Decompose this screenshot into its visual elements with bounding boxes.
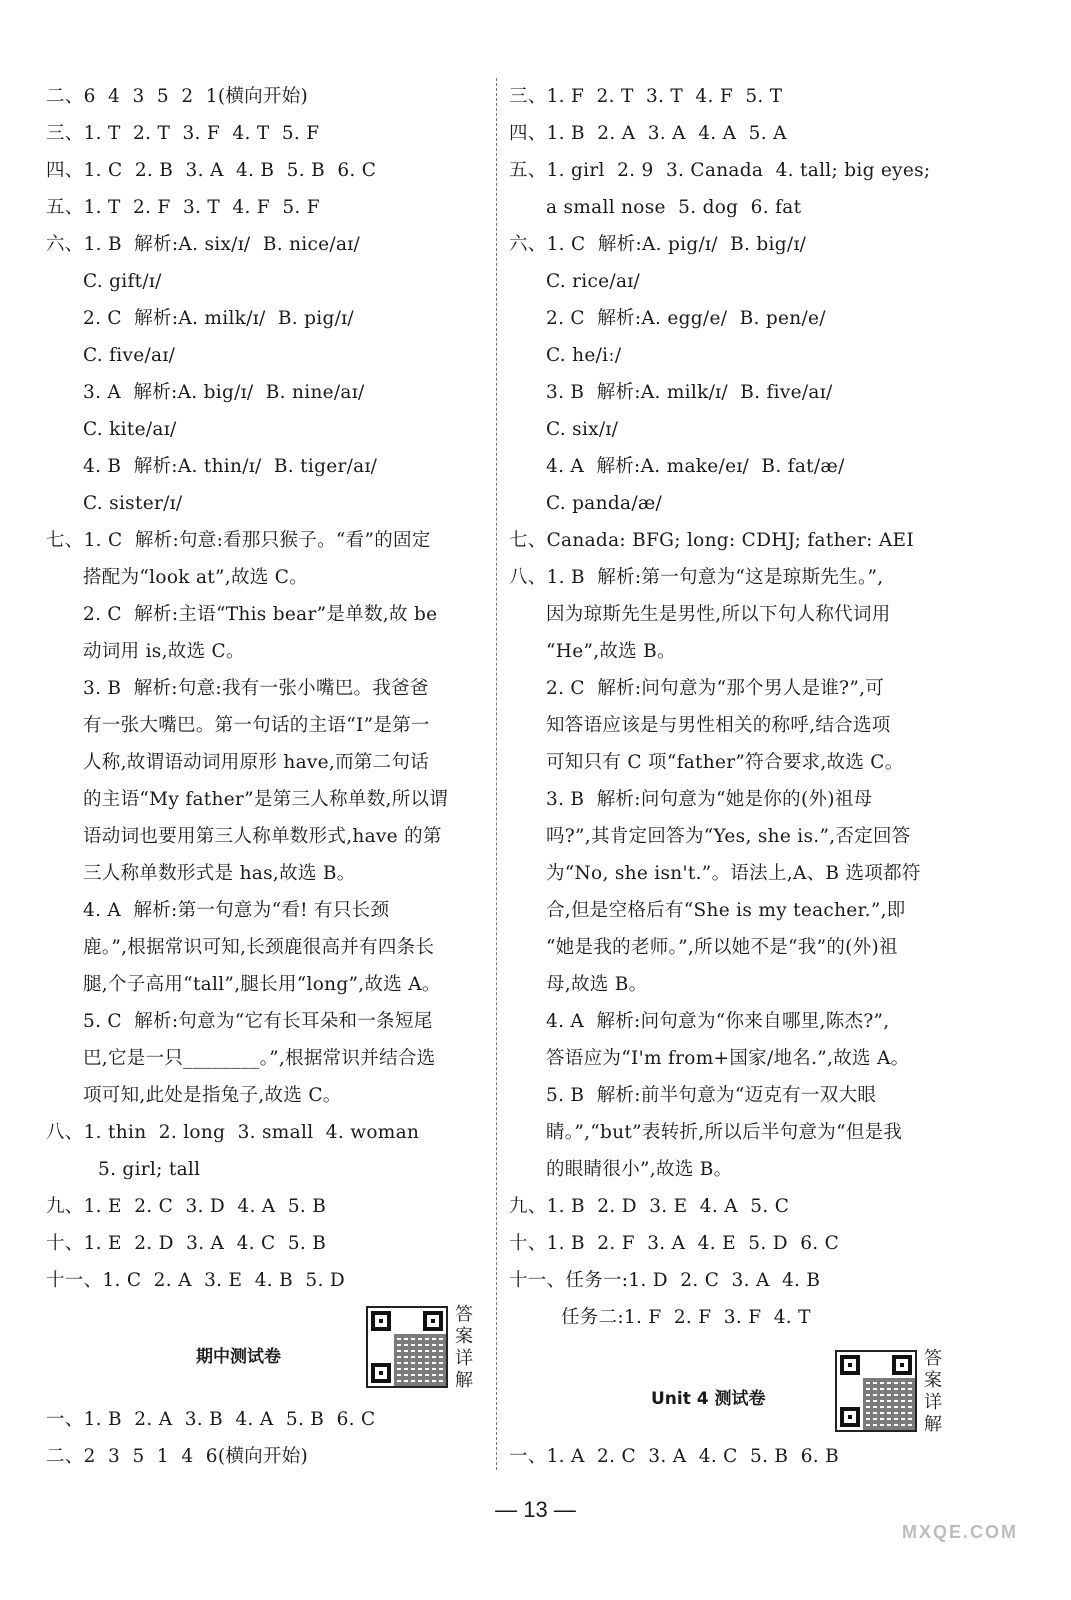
answer-line: 动词用 is,故选 C。 xyxy=(83,641,245,662)
section-title-midterm: 期中测试卷 xyxy=(196,1347,281,1367)
answer-line: 六、1. C 解析:A. pig/ɪ/ B. big/ɪ/ xyxy=(509,234,807,255)
answer-line: 十、1. E 2. D 3. A 4. C 5. B xyxy=(46,1233,327,1254)
answer-line: 3. B 解析:问句意为“她是你的(外)祖母 xyxy=(546,789,873,810)
answer-line: 十、1. B 2. F 3. A 4. E 5. D 6. C xyxy=(509,1233,840,1254)
answer-line: 鹿。”,根据常识可知,长颈鹿很高并有四条长 xyxy=(83,937,435,958)
answer-line: 4. A 解析:第一句意为“看! 有只长颈 xyxy=(83,900,390,921)
answer-line: C. five/aɪ/ xyxy=(83,345,176,366)
answer-line: 的眼睛很小”,故选 B。 xyxy=(546,1159,733,1180)
answer-line: a small nose 5. dog 6. fat xyxy=(546,197,802,218)
answer-line: 知答语应该是与男性相关的称呼,结合选项 xyxy=(546,715,891,736)
qr-label: 答 案 详 解 xyxy=(924,1348,942,1435)
answer-line: 3. B 解析:句意:我有一张小嘴巴。我爸爸 xyxy=(83,678,429,699)
answer-line: 七、1. C 解析:句意:看那只猴子。“看”的固定 xyxy=(46,530,431,551)
answer-line: C. kite/aɪ/ xyxy=(83,419,177,440)
answer-line: 十一、任务一:1. D 2. C 3. A 4. B xyxy=(509,1270,821,1291)
answer-line: 语动词也要用第三人称单数形式,have 的第 xyxy=(83,826,442,847)
answer-line: 5. C 解析:句意为“它有长耳朵和一条短尾 xyxy=(83,1011,433,1032)
answer-line: 三、1. F 2. T 3. T 4. F 5. T xyxy=(509,86,783,107)
answer-line: 一、1. A 2. C 3. A 4. C 5. B 6. B xyxy=(509,1446,840,1467)
answer-line: 3. B 解析:A. milk/ɪ/ B. five/aɪ/ xyxy=(546,382,833,403)
answer-line: 答语应为“I'm from+国家/地名.”,故选 A。 xyxy=(546,1048,910,1069)
answer-line: 十一、1. C 2. A 3. E 4. B 5. D xyxy=(46,1270,345,1291)
answer-line: C. panda/æ/ xyxy=(546,493,663,514)
answer-line: C. he/iː/ xyxy=(546,345,622,366)
answer-line: 腿,个子高用“tall”,腿长用“long”,故选 A。 xyxy=(83,974,441,995)
answer-line: 4. A 解析:A. make/eɪ/ B. fat/æ/ xyxy=(546,456,845,477)
answer-line: 可知只有 C 项“father”符合要求,故选 C。 xyxy=(546,752,904,773)
answer-line: 五、1. T 2. F 3. T 4. F 5. F xyxy=(46,197,320,218)
answer-line: 四、1. B 2. A 3. A 4. A 5. A xyxy=(509,123,787,144)
answer-line: 人称,故谓语动词用原形 have,而第二句话 xyxy=(83,752,430,773)
answer-line: 八、1. B 解析:第一句意为“这是琼斯先生。”, xyxy=(509,567,884,588)
column-divider xyxy=(496,78,497,1470)
answer-line: 2. C 解析:问句意为“那个男人是谁?”,可 xyxy=(546,678,885,699)
page-number: — 13 — xyxy=(495,1497,576,1522)
section-title-unit4: Unit 4 测试卷 xyxy=(651,1389,766,1409)
watermark: MXQE.COM xyxy=(902,1522,1019,1542)
qr-label: 答 案 详 解 xyxy=(455,1304,473,1391)
answer-line: 四、1. C 2. B 3. A 4. B 5. B 6. C xyxy=(46,160,377,181)
qr-code-icon[interactable] xyxy=(835,1350,917,1432)
answer-line: 六、1. B 解析:A. six/ɪ/ B. nice/aɪ/ xyxy=(46,234,361,255)
answer-line: C. gift/ɪ/ xyxy=(83,271,162,292)
answer-line: 母,故选 B。 xyxy=(546,974,648,995)
answer-line: 的主语“My father”是第三人称单数,所以谓 xyxy=(83,789,449,810)
answer-line: 合,但是空格后有“She is my teacher.”,即 xyxy=(546,900,906,921)
answer-line: 五、1. girl 2. 9 3. Canada 4. tall; big eyes; xyxy=(509,160,931,181)
answer-line: 因为琼斯先生是男性,所以下句人称代词用 xyxy=(546,604,891,625)
answer-line: 搭配为“look at”,故选 C。 xyxy=(83,567,308,588)
answer-line: 一、1. B 2. A 3. B 4. A 5. B 6. C xyxy=(46,1409,376,1430)
answer-line: 2. C 解析:A. milk/ɪ/ B. pig/ɪ/ xyxy=(83,308,354,329)
answer-line: 4. A 解析:问句意为“你来自哪里,陈杰?”, xyxy=(546,1011,890,1032)
answer-line: 三、1. T 2. T 3. F 4. T 5. F xyxy=(46,123,320,144)
answer-line: 二、2 3 5 1 4 6(横向开始) xyxy=(46,1446,309,1467)
answer-line: 任务二:1. F 2. F 3. F 4. T xyxy=(561,1307,811,1328)
answer-line: 九、1. E 2. C 3. D 4. A 5. B xyxy=(46,1196,327,1217)
answer-line: 为“No, she isn't.”。语法上,A、B 选项都符 xyxy=(546,863,921,884)
answer-line: 4. B 解析:A. thin/ɪ/ B. tiger/aɪ/ xyxy=(83,456,378,477)
answer-line: C. rice/aɪ/ xyxy=(546,271,641,292)
answer-line: 2. C 解析:主语“This bear”是单数,故 be xyxy=(83,604,438,625)
answer-line: 九、1. B 2. D 3. E 4. A 5. C xyxy=(509,1196,790,1217)
answer-line: 项可知,此处是指兔子,故选 C。 xyxy=(83,1085,342,1106)
answer-line: 七、Canada: BFG; long: CDHJ; father: AEI xyxy=(509,530,914,551)
answer-line: “她是我的老师。”,所以她不是“我”的(外)祖 xyxy=(546,937,898,958)
answer-line: 5. B 解析:前半句意为“迈克有一双大眼 xyxy=(546,1085,877,1106)
answer-line: 吗?”,其肯定回答为“Yes, she is.”,否定回答 xyxy=(546,826,911,847)
answer-line: 二、6 4 3 5 2 1(横向开始) xyxy=(46,86,309,107)
answer-line: 三人称单数形式是 has,故选 B。 xyxy=(83,863,356,884)
answer-line: 2. C 解析:A. egg/e/ B. pen/e/ xyxy=(546,308,826,329)
answer-line: “He”,故选 B。 xyxy=(546,641,676,662)
qr-code-icon[interactable] xyxy=(366,1306,448,1388)
answer-line: C. sister/ɪ/ xyxy=(83,493,183,514)
answer-line: 5. girl; tall xyxy=(98,1159,201,1180)
answer-line: C. six/ɪ/ xyxy=(546,419,619,440)
answer-line: 3. A 解析:A. big/ɪ/ B. nine/aɪ/ xyxy=(83,382,365,403)
answer-line: 巴,它是一只________。”,根据常识并结合选 xyxy=(83,1048,436,1069)
answer-line: 有一张大嘴巴。第一句话的主语“I”是第一 xyxy=(83,715,430,736)
answer-line: 八、1. thin 2. long 3. small 4. woman xyxy=(46,1122,420,1143)
answer-line: 睛。”,“but”表转折,所以后半句意为“但是我 xyxy=(546,1122,903,1143)
